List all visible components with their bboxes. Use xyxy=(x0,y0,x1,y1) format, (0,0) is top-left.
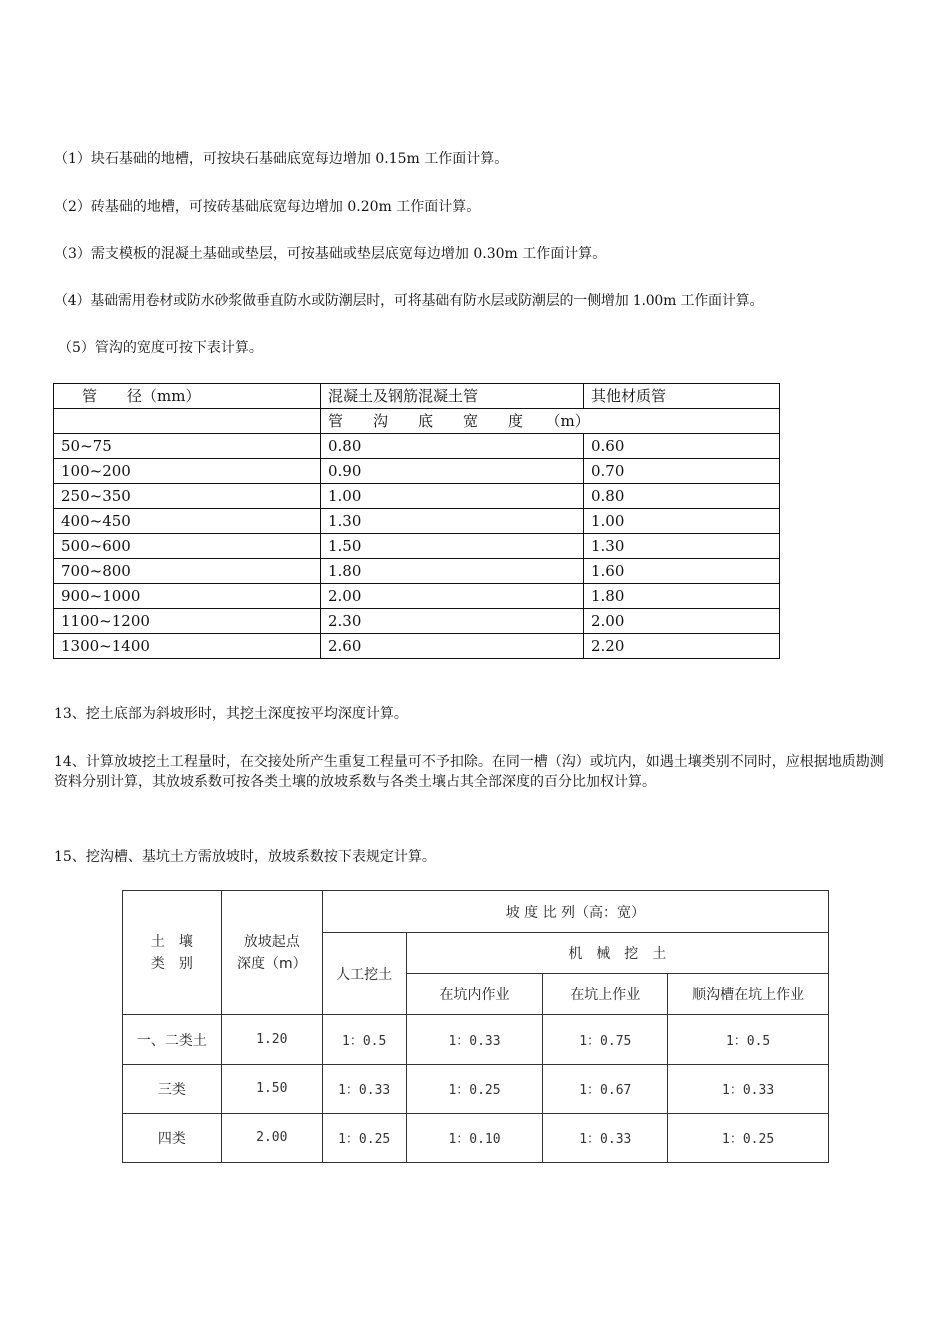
header-other-pipe: 其他材质管 xyxy=(584,384,780,409)
cell-in-pit: 1：0.10 xyxy=(406,1113,543,1162)
cell-in-pit: 1：0.33 xyxy=(406,1015,543,1064)
pipe-trench-width-table xyxy=(53,383,780,659)
table-header-row xyxy=(54,384,780,409)
header-mechanical-digging: 机 械 挖 土 xyxy=(406,933,828,974)
header-diameter: 管 径（mm） xyxy=(54,384,321,409)
cell-concrete-width: 0.90 xyxy=(321,459,584,484)
cell-other-width: 2.20 xyxy=(584,634,780,659)
header-slope-ratio: 坡 度 比 列（高：宽） xyxy=(322,891,828,933)
table-subheader-row xyxy=(54,409,780,434)
cell-diameter: 50~75 xyxy=(54,434,321,459)
paragraph-14: 14、计算放坡挖土工程量时，在交接处所产生重复工程量可不予扣除。在同一槽（沟）或坑内，如遇土壤类别不同时，应根据地质勘测资料分别计算，其放坡系数可按各类土壤的放坡系数与各类土壤占其全部深度的百分比加权计算。 xyxy=(54,754,884,790)
cell-other-width: 1.30 xyxy=(584,534,780,559)
header-start-depth: 放坡起点 深度（m） xyxy=(221,891,322,1015)
table-row xyxy=(54,584,780,609)
cell-manual: 1：0.5 xyxy=(322,1015,406,1064)
cell-diameter: 400~450 xyxy=(54,509,321,534)
table-row xyxy=(54,509,780,534)
subheader-blank xyxy=(54,409,321,434)
cell-diameter: 700~800 xyxy=(54,559,321,584)
cell-soil-type: 一、二类土 xyxy=(123,1015,222,1064)
cell-other-width: 1.60 xyxy=(584,559,780,584)
cell-start-depth: 2.00 xyxy=(221,1113,322,1162)
paragraph-3: （3）需支模板的混凝土基础或垫层，可按基础或垫层底宽每边增加 0.30m 工作面计算。 xyxy=(54,246,607,262)
cell-other-width: 0.70 xyxy=(584,459,780,484)
cell-diameter: 250~350 xyxy=(54,484,321,509)
cell-other-width: 0.60 xyxy=(584,434,780,459)
table-row xyxy=(123,1064,829,1113)
paragraph-13: 13、挖土底部为斜坡形时，其挖土深度按平均深度计算。 xyxy=(54,706,408,722)
cell-concrete-width: 2.60 xyxy=(321,634,584,659)
cell-other-width: 2.00 xyxy=(584,609,780,634)
cell-concrete-width: 1.30 xyxy=(321,509,584,534)
table-row xyxy=(54,484,780,509)
header-soil-type: 土 壤 类 别 xyxy=(123,891,222,1015)
header-on-pit: 在坑上作业 xyxy=(543,974,668,1015)
cell-diameter: 1300~1400 xyxy=(54,634,321,659)
cell-in-pit: 1：0.25 xyxy=(406,1064,543,1113)
table-row xyxy=(54,534,780,559)
cell-concrete-width: 0.80 xyxy=(321,434,584,459)
paragraph-5: （5）管沟的宽度可按下表计算。 xyxy=(58,340,263,356)
cell-other-width: 0.80 xyxy=(584,484,780,509)
cell-along-trench: 1：0.25 xyxy=(668,1113,829,1162)
table-row xyxy=(54,434,780,459)
cell-on-pit: 1：0.67 xyxy=(543,1064,668,1113)
cell-concrete-width: 2.00 xyxy=(321,584,584,609)
cell-soil-type: 三类 xyxy=(123,1064,222,1113)
table-row xyxy=(54,609,780,634)
cell-diameter: 500~600 xyxy=(54,534,321,559)
slope-coefficient-table-image xyxy=(122,890,829,1163)
table-row xyxy=(123,1015,829,1064)
header-manual-digging: 人工挖土 xyxy=(322,933,406,1015)
paragraph-15: 15、挖沟槽、基坑土方需放坡时，放坡系数按下表规定计算。 xyxy=(54,849,436,865)
cell-concrete-width: 2.30 xyxy=(321,609,584,634)
cell-diameter: 1100~1200 xyxy=(54,609,321,634)
cell-diameter: 900~1000 xyxy=(54,584,321,609)
table-row xyxy=(54,559,780,584)
paragraph-4: （4）基础需用卷材或防水砂浆做垂直防水或防潮层时，可将基础有防水层或防潮层的一侧增加 1.00m 工作面计算。 xyxy=(54,293,764,309)
paragraph-1: （1）块石基础的地槽，可按块石基础底宽每边增加 0.15m 工作面计算。 xyxy=(54,151,509,167)
cell-concrete-width: 1.50 xyxy=(321,534,584,559)
cell-along-trench: 1：0.5 xyxy=(668,1015,829,1064)
cell-soil-type: 四类 xyxy=(123,1113,222,1162)
table-row xyxy=(54,634,780,659)
cell-concrete-width: 1.00 xyxy=(321,484,584,509)
cell-concrete-width: 1.80 xyxy=(321,559,584,584)
slope-coefficient-table xyxy=(122,890,829,1163)
cell-diameter: 100~200 xyxy=(54,459,321,484)
header-concrete-pipe: 混凝土及钢筋混凝土管 xyxy=(321,384,584,409)
table-row xyxy=(123,1113,829,1162)
table-row xyxy=(54,459,780,484)
cell-on-pit: 1：0.33 xyxy=(543,1113,668,1162)
header-in-pit: 在坑内作业 xyxy=(406,974,543,1015)
cell-on-pit: 1：0.75 xyxy=(543,1015,668,1064)
cell-other-width: 1.80 xyxy=(584,584,780,609)
paragraph-2: （2）砖基础的地槽，可按砖基础底宽每边增加 0.20m 工作面计算。 xyxy=(54,199,481,215)
header-along-trench: 顺沟槽在坑上作业 xyxy=(668,974,829,1015)
cell-start-depth: 1.50 xyxy=(221,1064,322,1113)
cell-manual: 1：0.25 xyxy=(322,1113,406,1162)
subheader-trench-width: 管 沟 底 宽 度 （m） xyxy=(321,409,780,434)
cell-other-width: 1.00 xyxy=(584,509,780,534)
cell-manual: 1：0.33 xyxy=(322,1064,406,1113)
cell-start-depth: 1.20 xyxy=(221,1015,322,1064)
cell-along-trench: 1：0.33 xyxy=(668,1064,829,1113)
